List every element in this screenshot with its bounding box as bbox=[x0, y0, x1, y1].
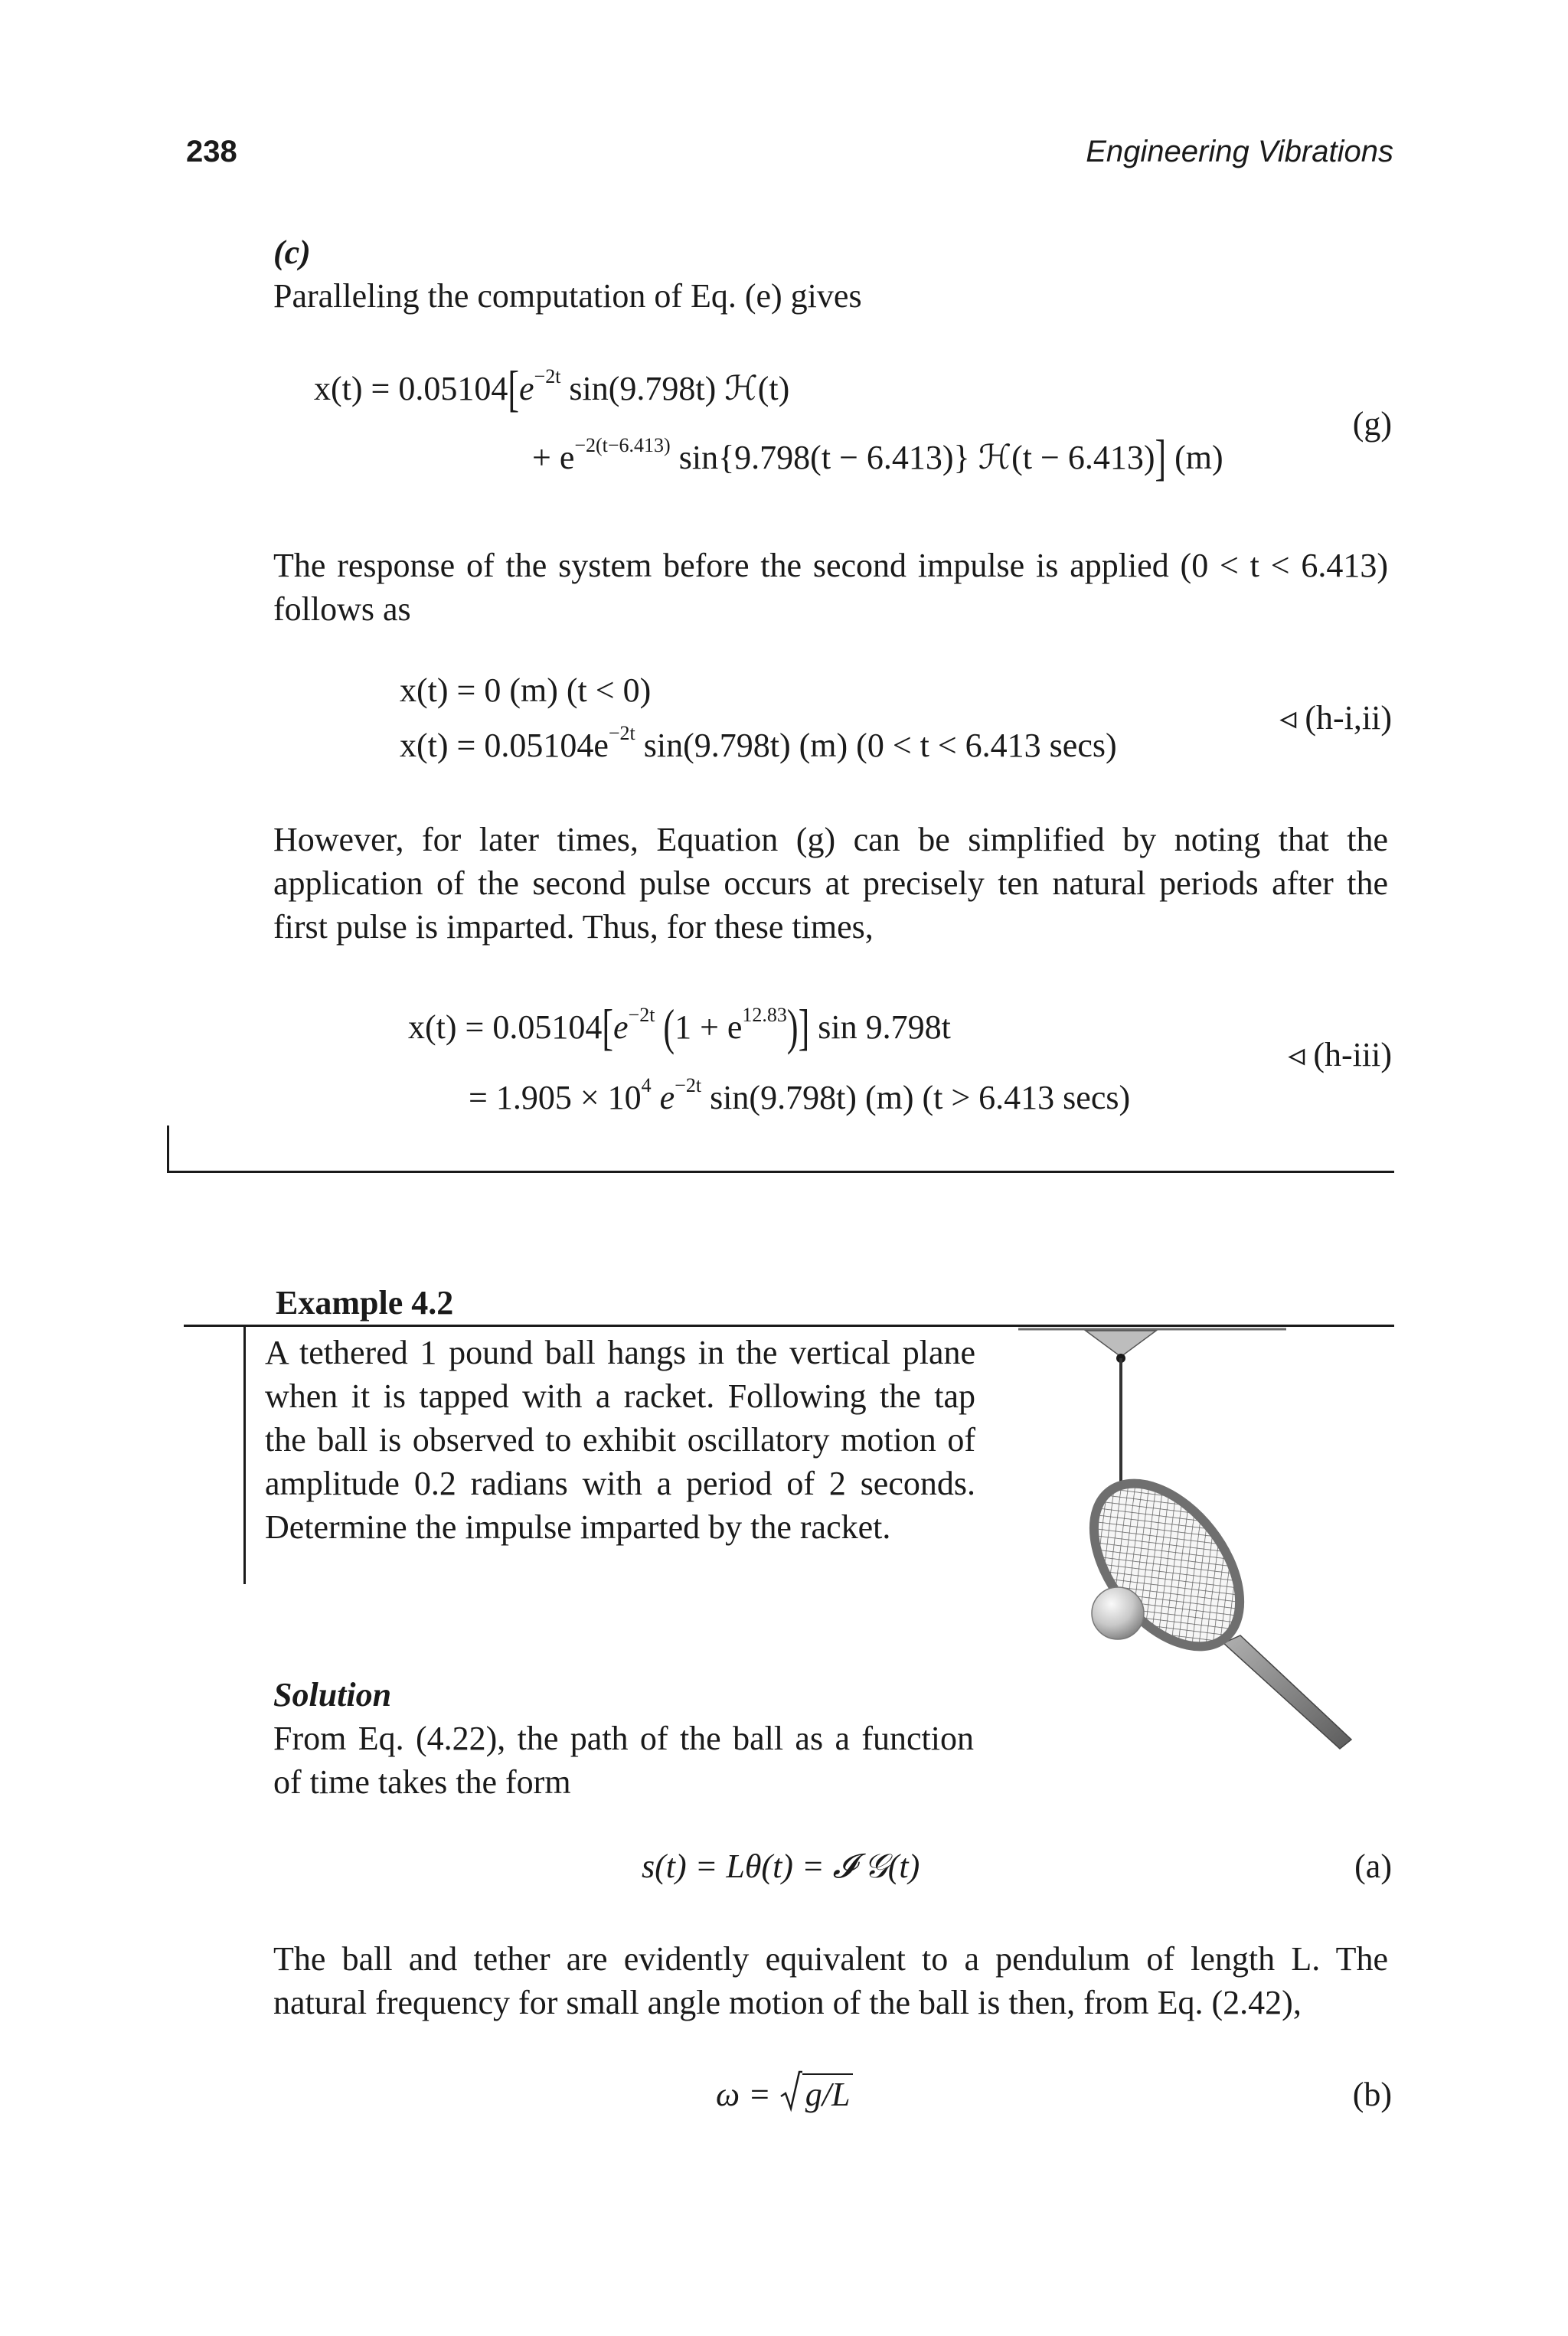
equation-b: ω = g/L bbox=[716, 2075, 853, 2114]
solution-heading: Solution bbox=[273, 1676, 392, 1714]
equation-h3-line2: = $1.905 \times 10^4$ $e^{-2t}$ sin(9.798t) (m) (t > 6.413 secs) bbox=[469, 1074, 1131, 1116]
example-title: Example 4.2 bbox=[276, 1284, 454, 1322]
ball bbox=[1092, 1587, 1144, 1639]
example-side-rule bbox=[243, 1327, 246, 1584]
page-number: 238 bbox=[186, 135, 237, 168]
end-example-rule-horizontal bbox=[167, 1171, 1394, 1173]
later-times-paragraph: However, for later times, Equation (g) can be simplified by noting that the application of the second pulse occurs at precisely ten natural periods after the first pulse is imparted. Thus, for these times, bbox=[273, 821, 1388, 946]
equation-a-label: (a) bbox=[1354, 1848, 1392, 1885]
equation-a: s(t) = Lθ(t) = 𝓘 𝒢(t) bbox=[642, 1848, 920, 1885]
solution-paragraph-1: From Eq. (4.22), the path of the ball as a function of time takes the form bbox=[273, 1720, 974, 1801]
ceiling-mount bbox=[1018, 1329, 1286, 1357]
equation-g-line1: $x(t) = 0.05104[e^{-2t}$ sin(9.798t) ℋ(t) bbox=[314, 360, 790, 417]
part-c-label: (c) bbox=[273, 234, 311, 271]
equation-b-label: (b) bbox=[1352, 2076, 1392, 2113]
radical-sign-icon bbox=[779, 2070, 802, 2113]
equation-h12-line1: x(t) = 0 (m) (t < 0) bbox=[400, 671, 652, 709]
equation-h3-label: ◃ (h-iii) bbox=[1288, 1036, 1392, 1073]
example-problem-statement: A tethered 1 pound ball hangs in the vertical plane when it is tapped with a racket. Following the tap the ball is observed to exhibit oscillatory motion of amplitude 0.2 radians with a period of 2 seconds. Determine the impulse imparted by the racket. bbox=[265, 1334, 975, 1546]
equation-h12-line2: $x(t) = 0.05104e^{-2t}$ sin(9.798t) (m) (0 < t < 6.413 secs) bbox=[400, 722, 1117, 764]
equation-h3-line1: $x(t) = 0.05104[e^{-2t}$ $(1 + e^{12.83})$] sin 9.798t bbox=[408, 998, 951, 1056]
response-paragraph: The response of the system before the second impulse is applied (0 < t < 6.413) follows as bbox=[273, 547, 1388, 628]
equation-g-label: (g) bbox=[1352, 405, 1392, 443]
tethered-ball-racket-figure bbox=[1003, 1326, 1386, 1763]
equation-h12-label: ◃ (h-i,ii) bbox=[1279, 699, 1392, 737]
running-header-title: Engineering Vibrations bbox=[1086, 135, 1393, 168]
part-c-intro: Paralleling the computation of Eq. (e) gives bbox=[273, 277, 862, 315]
end-example-rule-vertical bbox=[167, 1126, 169, 1173]
solution-paragraph-2: The ball and tether are evidently equivalent to a pendulum of length L. The natural frequency for small angle motion of the ball is then, from Eq. (2.42), bbox=[273, 1940, 1388, 2021]
equation-g-line2: + $e^{-2(t-6.413)}$ sin{9.798(t − 6.413)} ℋ(t − 6.413)] (m) bbox=[532, 429, 1223, 486]
